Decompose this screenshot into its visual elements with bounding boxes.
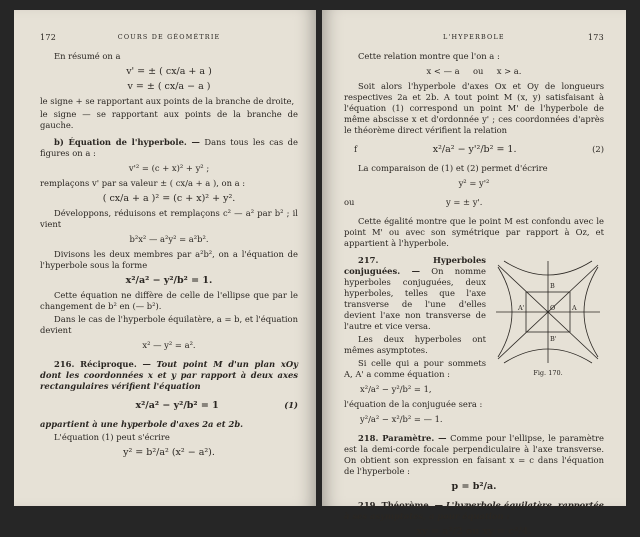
inequality: x < — a — [426, 66, 460, 76]
right-page-number: 173 — [587, 33, 604, 42]
equation: v'² = (c + x)² + y² ; — [128, 163, 210, 173]
text-line: La comparaison de (1) et (2) permet d'écrire — [358, 163, 548, 173]
label-O: O — [550, 304, 556, 312]
label-A: A — [572, 304, 577, 312]
equation: xy = a²/2 ou xy = c²/4. — [416, 526, 532, 537]
section-text: Tout point M d'un plan xOy dont les coordonnées x et y par rapport à deux axes rectangulaires vérifient l'équation — [40, 359, 298, 391]
label-A-prime: A' — [518, 304, 525, 312]
text-line: En résumé on a — [54, 51, 121, 61]
section-number: 216. Réciproque. — — [54, 359, 151, 369]
word-ou: ou — [344, 197, 355, 207]
left-page-number: 172 — [40, 33, 57, 42]
text-line: Divisons les deux membres par a²b², on a l'équation de l'hyperbole sous la forme — [40, 249, 298, 270]
equation: y²/a² − x²/b² = — 1. — [360, 414, 443, 424]
text-line: appartient à une hyperbole d'axes 2a et 2b. — [40, 419, 244, 429]
left-page — [14, 10, 316, 506]
equation: p = b²/a. — [451, 481, 497, 492]
equation: y² = y'² — [458, 178, 490, 188]
equation-label: f — [354, 144, 358, 154]
section-text: On nomme hyperboles conjuguées, deux hyperboles, telles que l'axe transverse de l'une d'elles devient l'axe non transverse de l'autre et vice versa. — [344, 266, 486, 331]
equation-tag: (1) — [284, 400, 298, 410]
equation-row — [40, 396, 298, 415]
word-ou: ou — [472, 66, 484, 76]
equation: b²x² — a²y² = a²b². — [129, 234, 209, 244]
paragraph-b — [40, 137, 298, 159]
figure-170 — [492, 257, 604, 379]
left-running-title: COURS DE GÉOMÉTRIE — [117, 33, 221, 41]
right-page — [322, 10, 626, 537]
text-line: l'équation de la conjuguée sera : — [344, 399, 483, 409]
text-line: Dans le cas de l'hyperbole équilatère, a = b, et l'équation devient — [40, 314, 298, 335]
text-line: Les deux hyperboles ont mêmes asymptotes. — [344, 334, 486, 355]
figure-caption: Fig. 170. — [533, 369, 563, 377]
equation: y² = b²/a² (x² − a²). — [123, 447, 215, 458]
section-218 — [344, 433, 604, 477]
equation-row — [344, 140, 604, 159]
text-line: Développons, réduisons et remplaçons c² — a² par b² ; il vient — [40, 208, 298, 229]
inequality: x > a. — [496, 66, 522, 76]
equation: v = ± ( cx/a − a ) — [127, 81, 211, 92]
equation: x² — y² = a². — [142, 340, 196, 350]
section-number: 217. Hyperboles conjuguées. — — [344, 255, 486, 276]
left-running-head — [40, 32, 298, 43]
label-B-prime: B' — [550, 335, 557, 343]
text-line: Cette équation ne diffère de celle de l'ellipse que par le changement de b² en (— b²). — [40, 290, 298, 311]
equation: v' = ± ( cx/a + a ) — [126, 66, 212, 77]
equation: y = ± y'. — [445, 197, 483, 207]
right-running-head — [344, 32, 604, 43]
text-line: remplaçons v' par sa valeur ± ( cx/a + a ), on a : — [40, 178, 246, 188]
equation-tag: (2) — [592, 144, 604, 154]
label-B: B — [550, 282, 555, 290]
equation: x²/a² − y'²/b² = 1. — [432, 144, 517, 155]
text-line: le signe — se rapportant aux points de la branche de gauche. — [40, 109, 298, 130]
text-line: Cette égalité montre que le point M est confondu avec le point M' ou avec son symétrique par rapport à Oz, et appartient à l'hyperbole. — [344, 216, 604, 248]
section-number: 219. Théorème. — — [358, 500, 444, 510]
equation: x²/a² − y²/b² = 1, — [360, 384, 432, 394]
text-line: Cette relation montre que l'on a : — [358, 51, 500, 61]
equation-row — [344, 193, 604, 212]
section-text: Comme pour l'ellipse, le paramètre est la demi-corde focale perpendiculaire à l'axe transverse. On obtient son expression en faisant x = c dans l'équation de l'hyperbole : — [344, 433, 604, 476]
section-text: L'hyperbole équilatère, rapportée à ses asymptotes, a pour équation : — [344, 500, 604, 521]
section-number: 218. Paramètre. — — [358, 433, 447, 443]
text-line: Si celle qui a pour sommets A, A' a comme équation : — [344, 358, 486, 379]
hyperbola-diagram — [492, 257, 604, 367]
section-216 — [40, 359, 298, 392]
text-line: L'équation (1) peut s'écrire — [54, 432, 170, 442]
section-219 — [344, 500, 604, 522]
right-running-title: L'HYPERBOLE — [443, 33, 505, 41]
equation: x²/a² − y²/b² = 1. — [125, 275, 213, 286]
section-text: Dans tous les cas de figures on a : — [40, 137, 298, 158]
section-label: b) Équation de l'hyperbole. — — [54, 137, 200, 147]
text-line: le signe + se rapportant aux points de la branche de droite, — [40, 96, 295, 106]
equation: ( cx/a + a )² = (c + x)² + y². — [102, 193, 236, 204]
equation: x²/a² − y²/b² = 1 — [135, 400, 219, 411]
inequality-row — [344, 66, 604, 77]
text-line: Soit alors l'hyperbole d'axes Ox et Oy de longueurs respectives 2a et 2b. A tout point M (x, y) satisfaisant à l'équation (1) correspond un point M' de l'hyperbole de même abscisse x et d'ordonnée y' ; ces coordonnées d'après le théorème direct vérifient la relation — [344, 81, 604, 135]
